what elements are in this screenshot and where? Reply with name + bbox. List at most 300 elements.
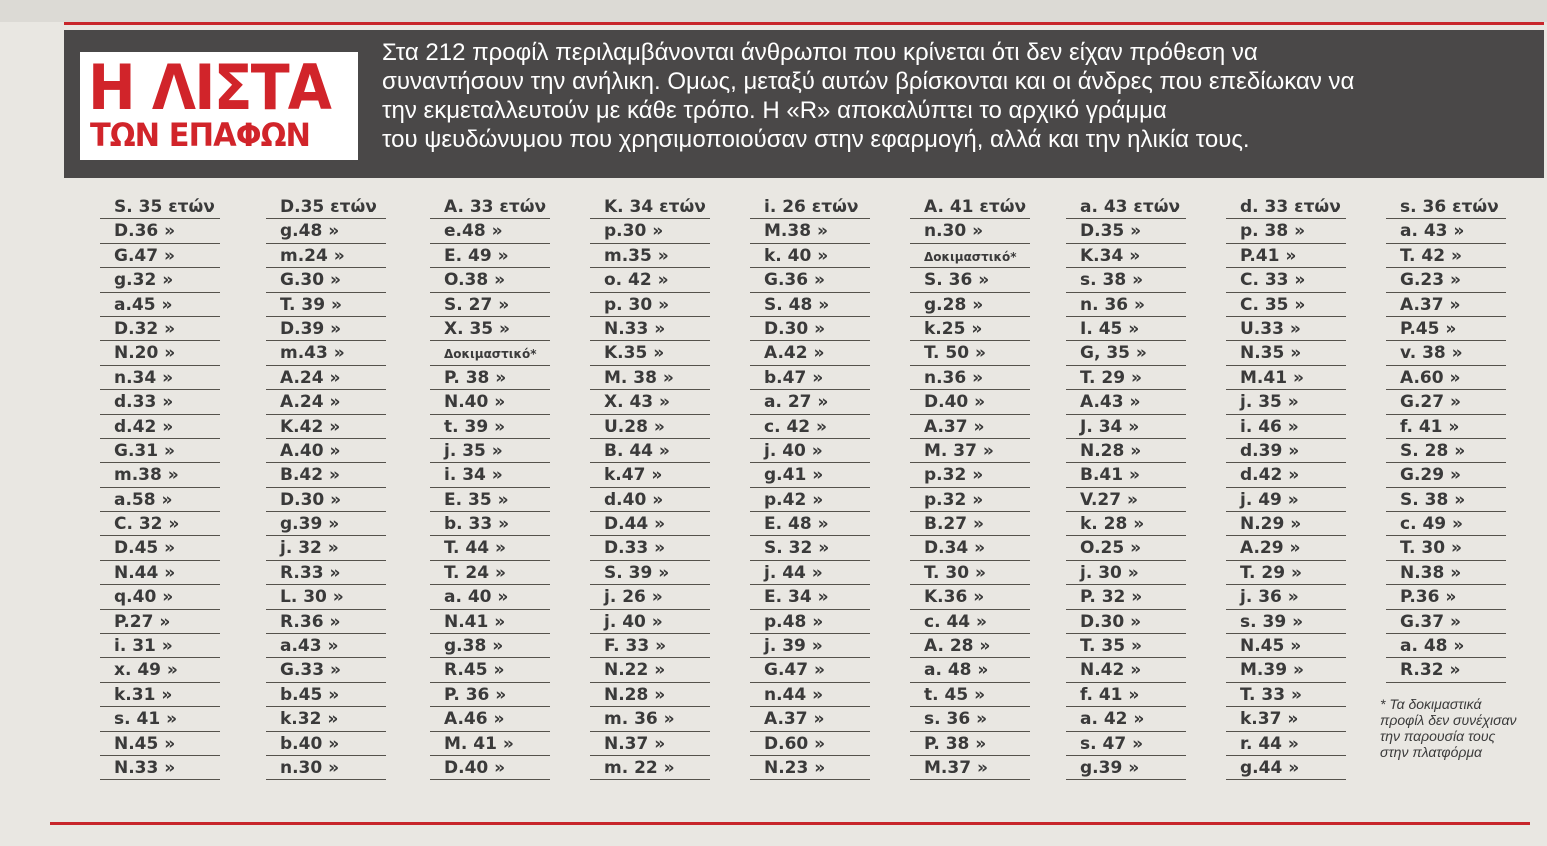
entry-text: N.33 » <box>114 757 176 778</box>
list-entry <box>90 684 220 708</box>
intro-line: Στα 212 προφίλ περιλαμβάνονται άνθρωποι που κρίνεται ότι δεν είχαν πρόθεση να <box>382 39 1258 66</box>
list-entry <box>90 708 220 732</box>
intro-line: του ψευδώνυμου που χρησιμοποιούσαν στην εφαρμογή, αλλά και την ηλικία τους. <box>382 126 1250 153</box>
list-entry <box>256 513 386 537</box>
list-entry <box>1376 513 1506 537</box>
entry-text: N.35 » <box>1240 343 1302 364</box>
list-column-header <box>90 196 220 220</box>
entry-text: j. 40 » <box>764 440 823 461</box>
list-entry <box>900 757 1030 781</box>
entry-text: g.48 » <box>280 221 340 242</box>
list-entry <box>580 269 710 293</box>
list-entry <box>1376 294 1506 318</box>
entry-text: e.48 » <box>444 221 503 242</box>
list-entry <box>256 391 386 415</box>
list-entry <box>900 635 1030 659</box>
list-entry <box>256 220 386 244</box>
list-entry <box>1056 635 1186 659</box>
list-entry <box>1216 342 1346 366</box>
list-entry <box>90 635 220 659</box>
entry-text: a. 40 » <box>444 587 509 608</box>
list-entry <box>580 733 710 757</box>
entry-text: N.28 » <box>604 684 666 705</box>
entry-text: i. 26 ετών <box>764 197 859 217</box>
entry-text: p.48 » <box>764 611 824 632</box>
list-column <box>580 196 710 781</box>
entry-text: o. 42 » <box>604 270 669 291</box>
list-entry <box>256 342 386 366</box>
entry-text: m. 22 » <box>604 757 675 778</box>
entry-text: p. 30 » <box>604 294 670 315</box>
list-entry <box>740 318 870 342</box>
entry-text: k.25 » <box>924 318 983 339</box>
entry-text: N.42 » <box>1080 660 1142 681</box>
list-entry <box>900 416 1030 440</box>
entry-text: N.33 » <box>604 318 666 339</box>
entry-text: g.41 » <box>764 465 824 486</box>
list-entry <box>1056 342 1186 366</box>
entry-text: A. 28 » <box>924 636 991 657</box>
entry-text: S. 27 » <box>444 294 510 315</box>
entry-text: N.45 » <box>1240 636 1302 657</box>
entry-text: N.29 » <box>1240 514 1302 535</box>
list-entry <box>580 611 710 635</box>
list-entry <box>90 440 220 464</box>
entry-text: c. 49 » <box>1400 514 1464 535</box>
entry-text: a.45 » <box>114 294 173 315</box>
entry-text: D.35 » <box>1080 221 1142 242</box>
list-entry <box>420 269 550 293</box>
entry-text: A.60 » <box>1400 367 1461 388</box>
list-entry <box>1376 489 1506 513</box>
entry-text: G.33 » <box>280 660 341 681</box>
entry-text: g.32 » <box>114 270 174 291</box>
entry-text: k.47 » <box>604 465 663 486</box>
list-entry <box>1376 586 1506 610</box>
list-entry <box>580 318 710 342</box>
list-entry <box>420 659 550 683</box>
entry-text: C. 35 » <box>1240 294 1306 315</box>
entry-text: M.38 » <box>764 221 828 242</box>
list-entry <box>740 269 870 293</box>
entry-text: m.38 » <box>114 465 179 486</box>
list-entry <box>740 440 870 464</box>
list-entry <box>90 367 220 391</box>
list-entry <box>1376 416 1506 440</box>
entry-text: s. 36 » <box>924 709 988 730</box>
entry-text: a. 48 » <box>924 660 989 681</box>
list-entry <box>420 684 550 708</box>
entry-text: R.36 » <box>280 611 341 632</box>
entry-text: j. 35 » <box>1240 392 1299 413</box>
entry-text: r. 44 » <box>1240 733 1299 754</box>
entry-text: g.28 » <box>924 294 984 315</box>
list-entry <box>740 708 870 732</box>
entry-text: T. 39 » <box>280 294 342 315</box>
list-entry <box>256 489 386 513</box>
entry-text: D.33 » <box>604 538 666 559</box>
list-entry <box>420 757 550 781</box>
entry-text: i. 31 » <box>114 636 173 657</box>
list-entry <box>740 635 870 659</box>
entry-text: G, 35 » <box>1080 343 1147 364</box>
entry-text: N.22 » <box>604 660 666 681</box>
list-entry <box>580 464 710 488</box>
entry-text: C. 33 » <box>1240 270 1306 291</box>
list-entry <box>1056 245 1186 269</box>
list-entry <box>420 635 550 659</box>
entry-text: j. 40 » <box>604 611 663 632</box>
list-entry <box>900 586 1030 610</box>
list-entry <box>256 733 386 757</box>
list-entry <box>580 294 710 318</box>
entry-text: G.31 » <box>114 440 175 461</box>
list-entry <box>256 440 386 464</box>
entry-text: a. 42 » <box>1080 709 1145 730</box>
entry-text: X. 43 » <box>604 392 671 413</box>
list-entry <box>1376 562 1506 586</box>
entry-text: M. 37 » <box>924 440 994 461</box>
entry-text: a.43 » <box>280 636 339 657</box>
list-column-header <box>580 196 710 220</box>
entry-text: P.36 » <box>1400 587 1457 608</box>
top-divider <box>64 22 1544 25</box>
entry-text: D.40 » <box>444 757 506 778</box>
list-entry <box>90 757 220 781</box>
footnote: * Τα δοκιμαστικά προφίλ δεν συνέχισαν την παρουσία τους στην πλατφόρμα <box>1380 696 1517 760</box>
list-entry <box>1216 611 1346 635</box>
list-entry <box>90 416 220 440</box>
list-entry <box>1056 586 1186 610</box>
entry-text: D.30 » <box>280 489 342 510</box>
list-entry <box>1056 367 1186 391</box>
list-entry <box>1376 391 1506 415</box>
entry-text: N.28 » <box>1080 440 1142 461</box>
entry-text: M. 38 » <box>604 367 674 388</box>
paper-top-strip <box>0 0 1547 22</box>
list-entry <box>1216 440 1346 464</box>
entry-text: a. 43 ετών <box>1080 197 1181 217</box>
entry-text: j. 32 » <box>280 538 339 559</box>
entry-text: T. 29 » <box>1240 562 1302 583</box>
list-entry <box>1216 537 1346 561</box>
entry-text: L. 30 » <box>280 587 344 608</box>
entry-text: t. 45 » <box>924 684 986 705</box>
entry-text: G.47 » <box>114 245 175 266</box>
list-entry <box>740 220 870 244</box>
list-entry <box>580 513 710 537</box>
entry-text: B. 44 » <box>604 440 670 461</box>
entry-text: A.37 » <box>1400 294 1461 315</box>
entry-text: A. 33 ετών <box>444 197 547 217</box>
entry-text: M.41 » <box>1240 367 1304 388</box>
entry-text: n.30 » <box>924 221 984 242</box>
list-entry <box>1216 684 1346 708</box>
entry-text: j. 26 » <box>604 587 663 608</box>
list-column <box>90 196 220 781</box>
bottom-divider <box>50 822 1530 825</box>
list-entry <box>740 416 870 440</box>
list-entry <box>1216 269 1346 293</box>
entry-text: S. 32 » <box>764 538 830 559</box>
list-entry <box>900 562 1030 586</box>
entry-text: g.39 » <box>1080 757 1140 778</box>
list-entry <box>256 708 386 732</box>
entry-text: J. 34 » <box>1080 416 1140 437</box>
entry-text: T. 42 » <box>1400 245 1462 266</box>
entry-text: d.33 » <box>114 392 174 413</box>
entry-text: A.40 » <box>280 440 341 461</box>
list-column <box>256 196 386 781</box>
contact-list <box>80 196 1530 800</box>
entry-text: T. 30 » <box>924 562 986 583</box>
list-entry <box>90 220 220 244</box>
list-entry <box>420 342 550 366</box>
entry-text: A.37 » <box>764 709 825 730</box>
list-entry <box>900 733 1030 757</box>
entry-text: p.30 » <box>604 221 664 242</box>
entry-text: s. 41 » <box>114 709 178 730</box>
list-entry <box>420 611 550 635</box>
list-entry <box>1376 537 1506 561</box>
list-entry <box>1056 464 1186 488</box>
entry-text: N.37 » <box>604 733 666 754</box>
entry-text: n.44 » <box>764 684 824 705</box>
list-entry <box>740 659 870 683</box>
entry-text: S. 35 ετών <box>114 197 215 217</box>
entry-text: S. 38 » <box>1400 489 1466 510</box>
entry-text: i. 34 » <box>444 465 503 486</box>
list-entry <box>580 391 710 415</box>
entry-text: g.44 » <box>1240 757 1300 778</box>
entry-text: P.27 » <box>114 611 171 632</box>
entry-text: D.35 ετών <box>280 197 377 217</box>
entry-text: A.46 » <box>444 709 505 730</box>
entry-text: P.41 » <box>1240 245 1297 266</box>
entry-text: N.23 » <box>764 757 826 778</box>
entry-text: j. 36 » <box>1240 587 1299 608</box>
list-entry <box>580 416 710 440</box>
entry-text: b.40 » <box>280 733 340 754</box>
intro-text <box>382 38 1522 154</box>
list-entry <box>1216 416 1346 440</box>
entry-text: O.25 » <box>1080 538 1142 559</box>
entry-text: n.30 » <box>280 757 340 778</box>
entry-text: q.40 » <box>114 587 174 608</box>
list-entry <box>420 586 550 610</box>
list-entry <box>1376 269 1506 293</box>
list-entry <box>1376 635 1506 659</box>
list-entry <box>740 342 870 366</box>
entry-text: c. 42 » <box>764 416 828 437</box>
list-entry <box>900 294 1030 318</box>
list-entry <box>1056 391 1186 415</box>
list-entry <box>1056 269 1186 293</box>
entry-text: a. 27 » <box>764 392 829 413</box>
entry-text: n.34 » <box>114 367 174 388</box>
entry-text: s. 47 » <box>1080 733 1144 754</box>
entry-text: s. 38 » <box>1080 270 1144 291</box>
list-entry <box>580 245 710 269</box>
list-entry <box>90 489 220 513</box>
list-entry <box>420 537 550 561</box>
list-entry <box>256 586 386 610</box>
list-entry <box>90 464 220 488</box>
list-column-header <box>1216 196 1346 220</box>
entry-text: K.36 » <box>924 587 985 608</box>
list-entry <box>740 245 870 269</box>
list-entry <box>740 586 870 610</box>
list-entry <box>900 440 1030 464</box>
entry-text: S. 48 » <box>764 294 830 315</box>
list-entry <box>1056 733 1186 757</box>
list-entry <box>420 318 550 342</box>
list-entry <box>900 391 1030 415</box>
entry-text: P. 38 » <box>444 367 507 388</box>
list-entry <box>1216 464 1346 488</box>
entry-text: T. 50 » <box>924 343 986 364</box>
entry-text: E. 49 » <box>444 245 509 266</box>
entry-text: d.39 » <box>1240 440 1300 461</box>
list-entry <box>1216 367 1346 391</box>
list-entry <box>1376 440 1506 464</box>
list-entry <box>900 611 1030 635</box>
entry-text: G.36 » <box>764 270 825 291</box>
intro-line: την εκμεταλλευτούν με κάθε τρόπο. Η «R» αποκαλύπτει το αρχικό γράμμα <box>382 97 1167 124</box>
list-entry <box>420 562 550 586</box>
list-entry <box>90 269 220 293</box>
list-column-header <box>740 196 870 220</box>
list-entry <box>90 513 220 537</box>
list-entry <box>580 586 710 610</box>
entry-text: A.43 » <box>1080 392 1141 413</box>
entry-text: a. 48 » <box>1400 636 1465 657</box>
entry-text: G.29 » <box>1400 465 1461 486</box>
list-entry <box>1056 318 1186 342</box>
list-column <box>900 196 1030 781</box>
list-entry <box>256 294 386 318</box>
list-entry <box>256 659 386 683</box>
list-entry <box>1056 684 1186 708</box>
list-entry <box>90 342 220 366</box>
entry-text: G.37 » <box>1400 611 1461 632</box>
entry-text: N.44 » <box>114 562 176 583</box>
entry-text: U.33 » <box>1240 318 1301 339</box>
list-entry <box>1216 513 1346 537</box>
list-entry <box>256 245 386 269</box>
entry-text: O.38 » <box>444 270 506 291</box>
list-entry <box>1056 416 1186 440</box>
entry-text: j. 49 » <box>1240 489 1299 510</box>
list-entry <box>1056 757 1186 781</box>
entry-text: Δοκιμαστικό* <box>444 347 537 362</box>
entry-text: N.38 » <box>1400 562 1462 583</box>
entry-text: S. 39 » <box>604 562 670 583</box>
entry-text: k.31 » <box>114 684 173 705</box>
list-entry <box>1216 586 1346 610</box>
entry-text: C. 32 » <box>114 514 180 535</box>
entry-text: d.42 » <box>1240 465 1300 486</box>
entry-text: b. 33 » <box>444 514 510 535</box>
entry-text: j. 44 » <box>764 562 823 583</box>
list-entry <box>900 489 1030 513</box>
entry-text: D.40 » <box>924 392 986 413</box>
entry-text: A.29 » <box>1240 538 1301 559</box>
entry-text: k.37 » <box>1240 709 1299 730</box>
entry-text: R.45 » <box>444 660 505 681</box>
list-entry <box>90 733 220 757</box>
list-entry <box>900 708 1030 732</box>
list-entry <box>420 464 550 488</box>
entry-text: T. 24 » <box>444 562 506 583</box>
list-entry <box>740 733 870 757</box>
list-entry <box>1376 220 1506 244</box>
list-entry <box>1216 391 1346 415</box>
list-entry <box>90 562 220 586</box>
list-entry <box>1216 659 1346 683</box>
entry-text: P. 36 » <box>444 684 507 705</box>
entry-text: S. 36 » <box>924 270 990 291</box>
list-entry <box>1056 513 1186 537</box>
list-entry <box>1216 708 1346 732</box>
list-entry <box>420 391 550 415</box>
list-entry <box>90 537 220 561</box>
list-entry <box>580 489 710 513</box>
list-entry <box>1376 367 1506 391</box>
list-entry <box>1056 294 1186 318</box>
list-entry <box>1216 635 1346 659</box>
entry-text: M.37 » <box>924 757 988 778</box>
list-entry <box>900 269 1030 293</box>
entry-text: B.42 » <box>280 465 340 486</box>
list-entry <box>580 342 710 366</box>
list-entry <box>420 294 550 318</box>
list-entry <box>256 416 386 440</box>
entry-text: a.58 » <box>114 489 173 510</box>
entry-text: R.33 » <box>280 562 341 583</box>
entry-text: k. 40 » <box>764 245 829 266</box>
entry-text: E. 48 » <box>764 514 829 535</box>
entry-text: T. 33 » <box>1240 684 1302 705</box>
list-column <box>1376 196 1506 684</box>
entry-text: A.24 » <box>280 367 341 388</box>
list-entry <box>1216 733 1346 757</box>
list-entry <box>580 659 710 683</box>
list-entry <box>90 611 220 635</box>
list-entry <box>740 391 870 415</box>
list-entry <box>900 367 1030 391</box>
list-entry <box>256 562 386 586</box>
entry-text: k. 28 » <box>1080 514 1145 535</box>
list-entry <box>900 537 1030 561</box>
list-entry <box>420 367 550 391</box>
list-entry <box>580 635 710 659</box>
list-entry <box>90 245 220 269</box>
entry-text: E. 35 » <box>444 489 509 510</box>
entry-text: A.37 » <box>924 416 985 437</box>
entry-text: B.27 » <box>924 514 984 535</box>
list-entry <box>420 733 550 757</box>
list-entry <box>1216 245 1346 269</box>
entry-text: d. 33 ετών <box>1240 197 1341 217</box>
list-entry <box>420 416 550 440</box>
list-entry <box>1376 611 1506 635</box>
list-column <box>740 196 870 781</box>
list-column <box>1056 196 1186 781</box>
list-entry <box>1056 220 1186 244</box>
list-entry <box>256 537 386 561</box>
list-entry <box>1056 659 1186 683</box>
